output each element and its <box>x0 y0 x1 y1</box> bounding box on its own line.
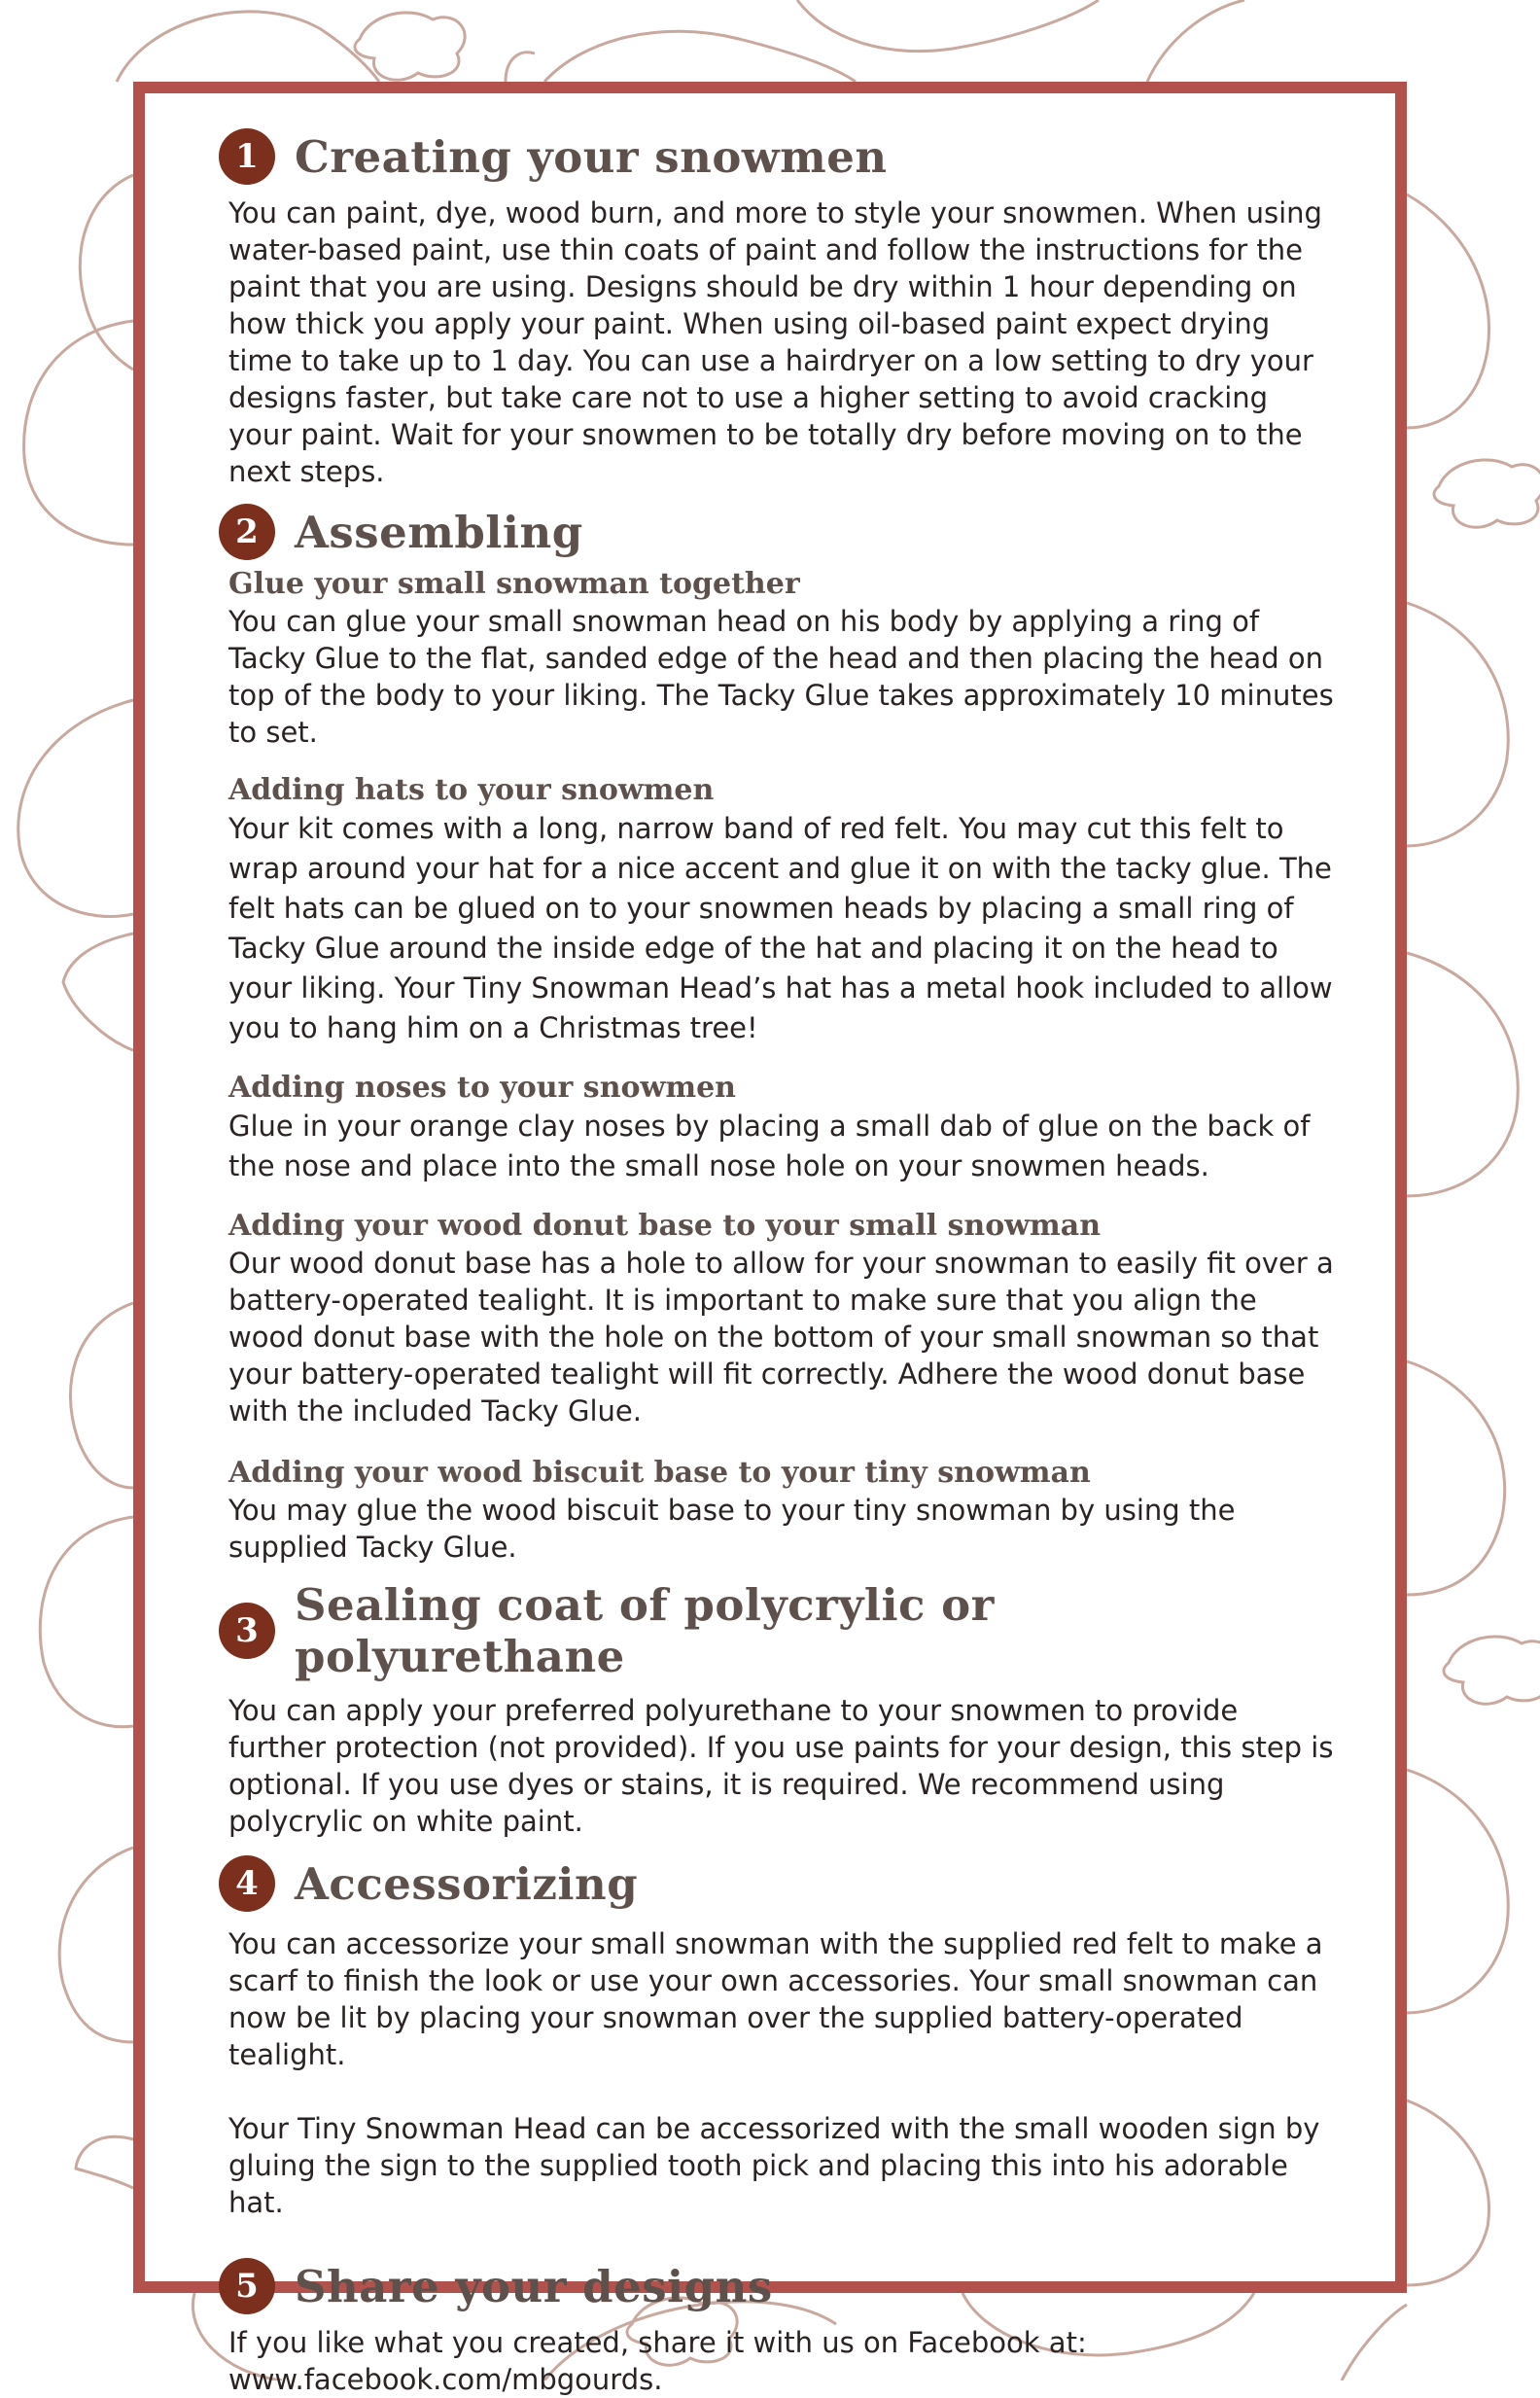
subsection-heading: Adding hats to your snowmen <box>228 773 715 807</box>
step-number-badge: 3 <box>219 1603 275 1659</box>
instructions-panel <box>133 82 1407 2396</box>
gourd-outline <box>1407 194 1489 428</box>
subsection-text: You may glue the wood biscuit base to your tiny snowman by using the supplied Tacky Glue. <box>228 1494 1236 1564</box>
leaf-icon <box>1444 1637 1540 1704</box>
gourd-outline <box>1407 953 1518 1196</box>
section-3-header <box>228 1579 1339 1682</box>
subsection-heading: Adding noses to your snowmen <box>228 1071 736 1105</box>
section-paragraph: Your Tiny Snowman Head can be accessorized with the small wooden sign by gluing the sign to the supplied tooth pick and placing this into his adorable hat. <box>228 2112 1320 2219</box>
leaf-icon <box>1434 460 1540 527</box>
gourd-outline <box>63 934 133 1050</box>
gourd-outline <box>24 321 133 545</box>
section-title: Share your designs <box>295 2260 773 2312</box>
gourd-outline <box>59 1848 133 2042</box>
section-2-header <box>228 504 1339 560</box>
gourd-outline <box>1342 2305 1407 2380</box>
section-title: Assembling <box>295 506 583 558</box>
section-paragraph: You can apply your preferred polyurethane to your snowmen to provide further protection (not provided). If you use paints for your design, this step is optional. If you use dyes or stains, it is required. We recommend using polycrylic on white paint. <box>228 1694 1334 1838</box>
instructions-content <box>228 128 1339 2398</box>
gourd-outline <box>544 31 856 82</box>
gourd-outline <box>40 1517 133 1727</box>
subsection-text: You can glue your small snowman head on his body by applying a ring of Tacky Glue to the flat, sanded edge of the head and then placing the head on top of the body to your liking. The Tacky Glue takes approximately 10 minutes to set. <box>228 605 1334 749</box>
gourd-outline <box>1147 0 1244 82</box>
gourd-outline <box>1407 1770 1508 2013</box>
subsection-text: Our wood donut base has a hole to allow for your snowman to easily fit over a battery-operated tealight. It is important to make sure that you align the wood donut base with the hole on the bottom of your small snowman so that your battery-operated tealight will fit correctly. Adhere the wood donut base with the included Tacky Glue. <box>228 1247 1334 1428</box>
step-number-badge: 2 <box>219 504 275 560</box>
subsection-text: Your kit comes with a long, narrow band of red felt. You may cut this felt to wrap around your hat for a nice accent and glue it on with the tacky glue. The felt hats can be glued on to your snowmen heads by placing a small ring of Tacky Glue around the inside edge of the hat and placing it on the head to your liking. Your Tiny Snowman Head’s hat has a metal hook included to allow you to hang him on a Christmas tree! <box>228 812 1333 1044</box>
gourd-outline <box>797 0 1099 52</box>
section-1-header <box>228 128 1339 185</box>
section-paragraph: You can paint, dye, wood burn, and more to style your snowmen. When using water-based paint, use thin coats of paint and follow the instructions for the paint that you are using. Designs should be dry within 1 hour depending on how thick you apply your paint. When using oil-based paint expect drying time to take up to 1 day. You can use a hairdryer on a low setting to dry your designs faster, but take care not to use a higher setting to avoid cracking your paint. Wait for your snowmen to be totally dry before moving on to the next steps. <box>228 196 1322 488</box>
section-title: Creating your snowmen <box>295 130 888 183</box>
step-number-badge: 5 <box>219 2258 275 2314</box>
gourd-outline <box>18 700 133 916</box>
subsection-heading: Glue your small snowman together <box>228 567 800 601</box>
gourd-outline <box>80 175 133 370</box>
gourd-outline <box>1407 2100 1489 2285</box>
section-paragraph: You can accessorize your small snowman with the supplied red felt to make a scarf to finish the look or use your own accessories. Your small snowman can now be lit by placing your snowman over the supplied battery-operated tealight. <box>228 1927 1323 2071</box>
gourd-outline <box>70 1303 133 1488</box>
section-5-header <box>228 2258 1339 2314</box>
subsection-text: Glue in your orange clay noses by placing a small dab of glue on the back of the nose and place into the small nose hole on your snowmen heads. <box>228 1110 1311 1182</box>
section-title: Sealing coat of polycrylic or polyurethane <box>295 1579 995 1682</box>
subsection-heading: Adding your wood biscuit base to your tiny snowman <box>228 1456 1091 1490</box>
section-title: Accessorizing <box>295 1857 639 1910</box>
gourd-outline <box>1407 1361 1505 1595</box>
step-number-badge: 1 <box>219 128 275 185</box>
section-paragraph: If you like what you created, share it with us on Facebook at: www.facebook.com/mbgourds. <box>228 2326 1087 2396</box>
step-number-badge: 4 <box>219 1855 275 1912</box>
gourd-outline <box>117 12 379 82</box>
section-4-header <box>228 1855 1339 1912</box>
subsection-heading: Adding your wood donut base to your small snowman <box>228 1209 1102 1243</box>
gourd-outline <box>1407 603 1508 846</box>
